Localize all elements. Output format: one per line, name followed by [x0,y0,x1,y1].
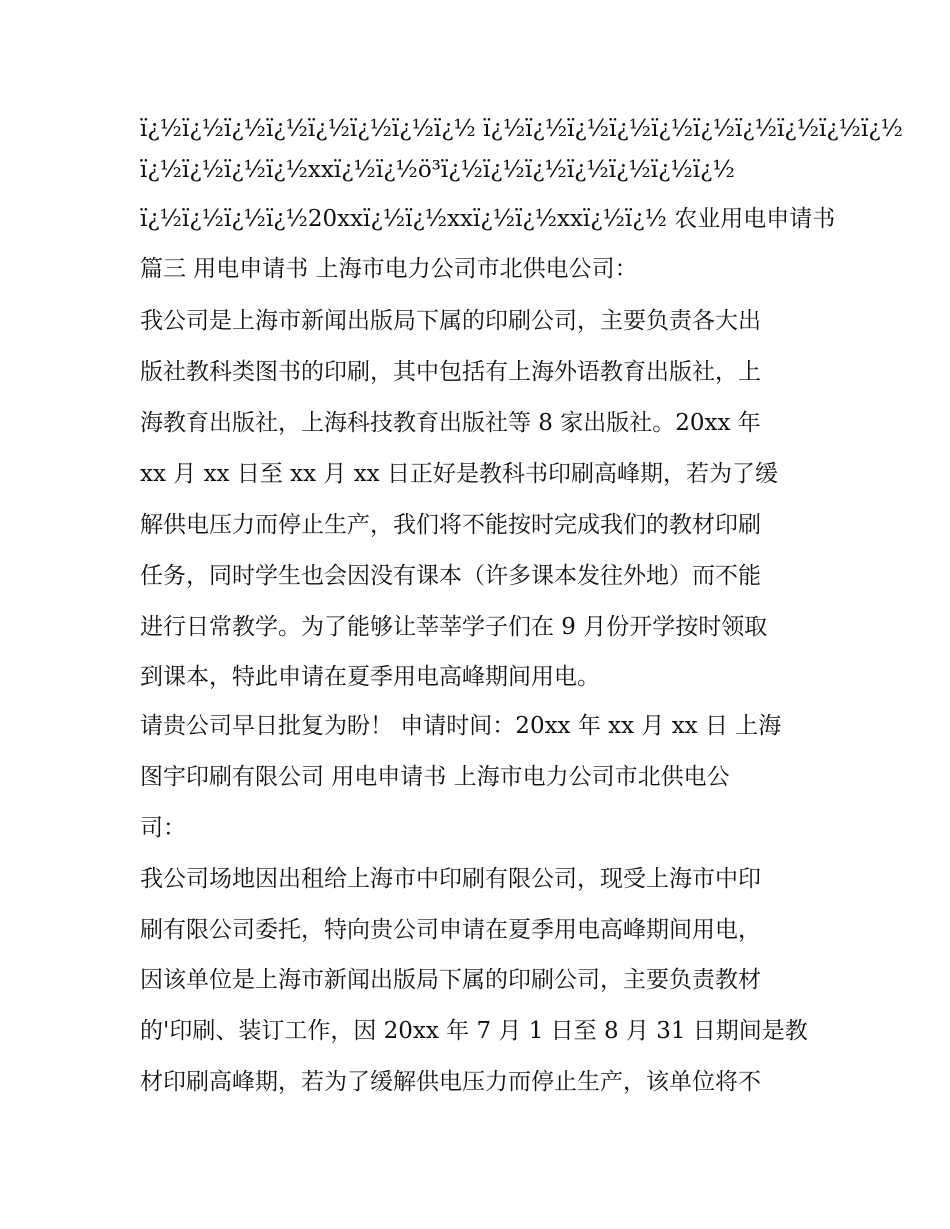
paragraph-line: 请贵公司早日批复为盼！ 申请时间：20xx 年 xx 月 xx 日 上海 [140,713,782,739]
text-line-garbled-2: ï¿½ï¿½ï¿½ï¿½xxï¿½ï¿½ö³ï¿½ï¿½ï¿½ï¿½ï¿½ï¿½ï¿½ [140,157,735,183]
paragraph-line: 解供电压力而停止生产，我们将不能按时完成我们的教材印刷 [140,512,761,538]
paragraph-line: 材印刷高峰期，若为了缓解供电压力而停止生产，该单位将不 [140,1069,761,1095]
paragraph-line: 到课本，特此申请在夏季用电高峰期间用电。 [140,664,600,690]
paragraph-line: 的'印刷、装订工作，因 20xx 年 7 月 1 日至 8 月 31 日期间是教 [140,1018,808,1044]
paragraph-line: 我公司是上海市新闻出版局下属的印刷公司，主要负责各大出 [140,308,761,334]
paragraph-line: 图宇印刷有限公司 用电申请书 上海市电力公司市北供电公 [140,764,730,790]
text-line-garbled-1: ï¿½ï¿½ï¿½ï¿½ï¿½ï¿½ï¿½ï¿½ ï¿½ï¿½ï¿½ï¿½ï¿½ï¿½ï¿½ï¿½ï¿½ï¿½ [140,116,903,142]
paragraph-line: 司： [140,815,186,841]
paragraph-line: 因该单位是上海市新闻出版局下属的印刷公司，主要负责教材 [140,967,761,993]
section-heading-line: 篇三 用电申请书 上海市电力公司市北供电公司： [140,256,638,282]
paragraph-line: 刷有限公司委托，特向贵公司申请在夏季用电高峰期间用电， [140,917,761,943]
paragraph-line: 我公司场地因出租给上海市中印刷有限公司，现受上海市中印 [140,866,761,892]
paragraph-line: 任务，同时学生也会因没有课本（许多课本发往外地）而不能 [140,563,761,589]
text-line-garbled-3: ï¿½ï¿½ï¿½ï¿½20xxï¿½ï¿½xxï¿½ï¿½xxï¿½ï¿½ 农业用电申请书 [140,206,836,232]
paragraph-line: xx 月 xx 日至 xx 月 xx 日正好是教科书印刷高峰期，若为了缓 [140,461,778,487]
paragraph-line: 版社教科类图书的印刷，其中包括有上海外语教育出版社，上 [140,359,761,385]
paragraph-line: 进行日常教学。为了能够让莘莘学子们在 9 月份开学按时领取 [140,614,768,640]
paragraph-line: 海教育出版社，上海科技教育出版社等 8 家出版社。20xx 年 [140,410,761,436]
